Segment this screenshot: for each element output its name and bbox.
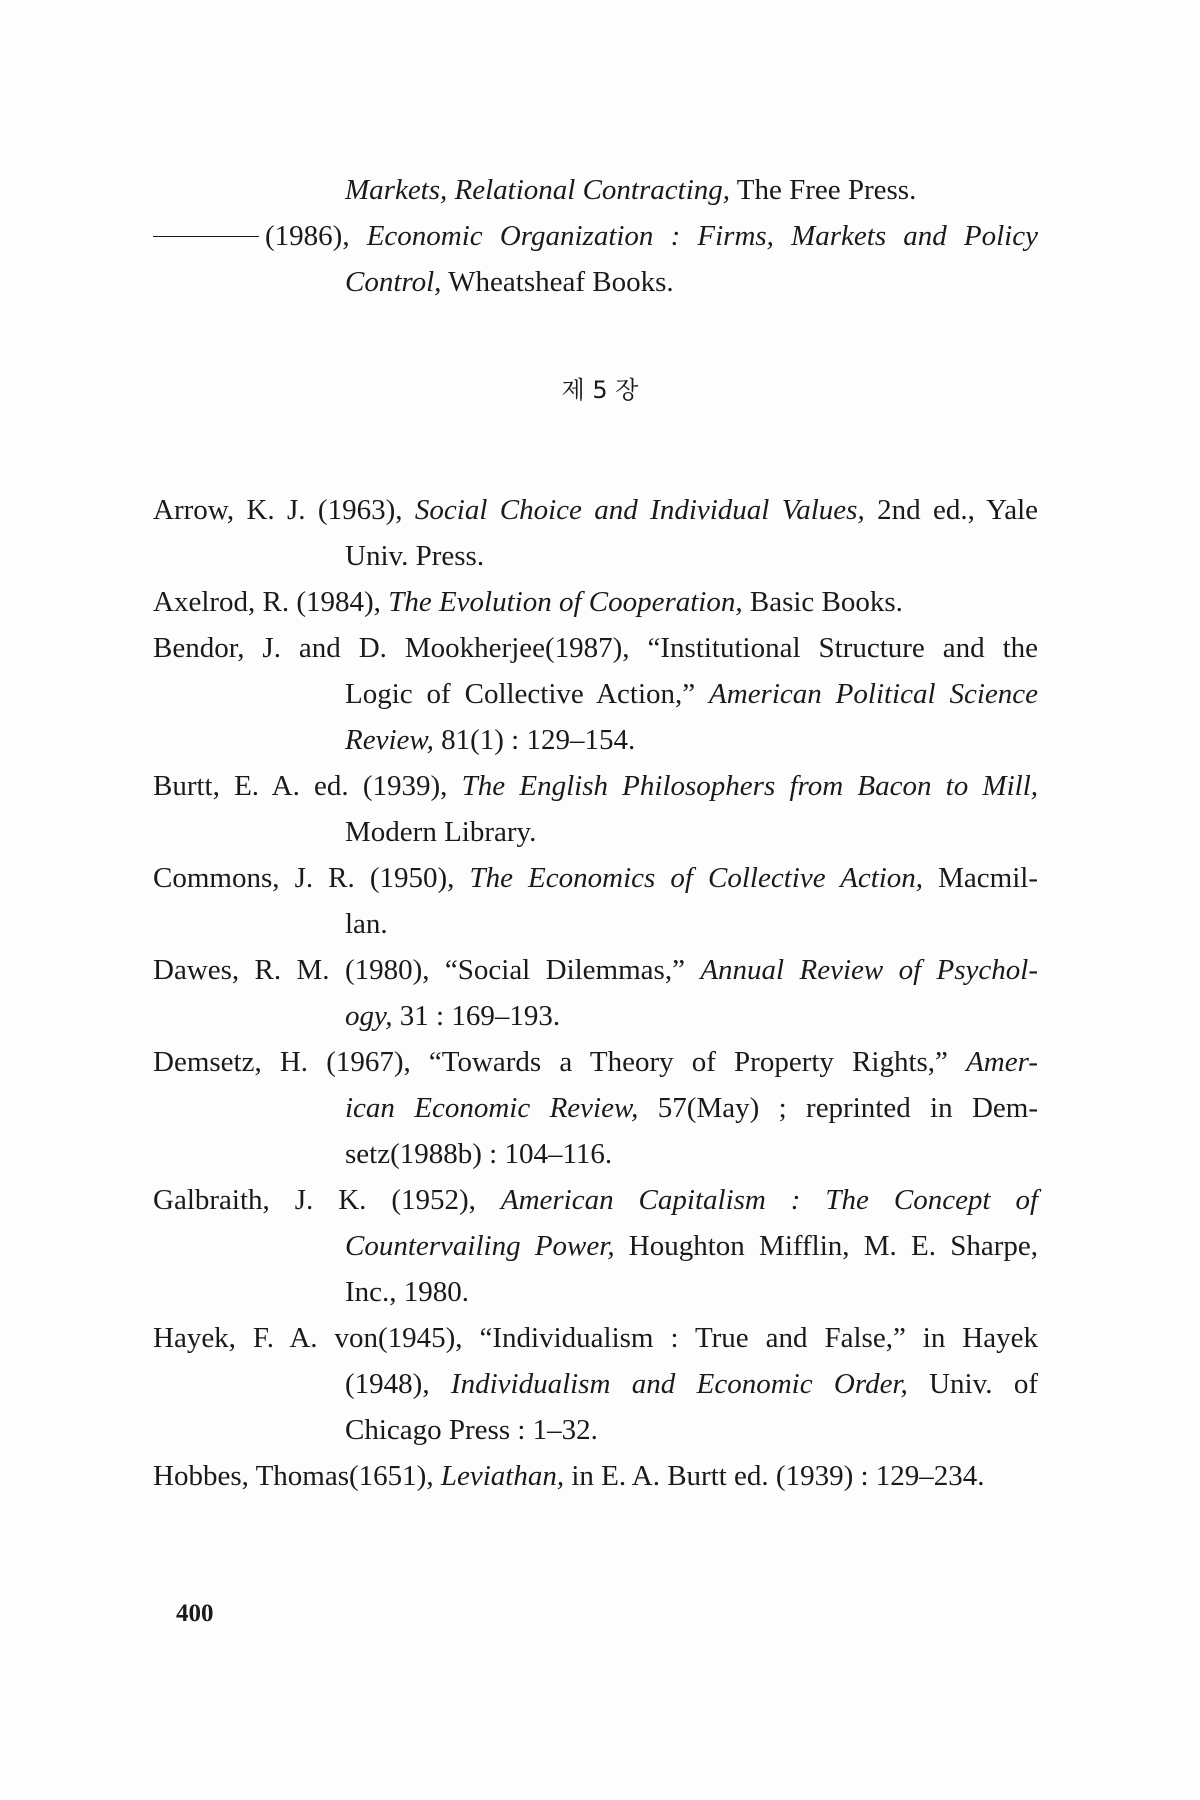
reference-line: [153, 855, 1038, 901]
italic-title-text: Individualism and Economic Order,: [450, 1368, 908, 1400]
italic-title-text: Leviathan,: [440, 1460, 565, 1492]
citation-text: (1948),: [345, 1368, 451, 1400]
citation-text: Commons, J. R. (1950),: [153, 862, 470, 894]
reference-line: [153, 487, 1038, 533]
reference-line: [345, 1085, 1038, 1131]
italic-title-text: Markets, Relational Contracting,: [345, 174, 731, 206]
reference-line: [345, 901, 388, 947]
italic-title-text: The Economics of Collective Action,: [469, 862, 924, 894]
reference-line: [345, 259, 674, 305]
citation-text: Univ. of: [907, 1368, 1038, 1400]
italic-title-text: American Political Science: [709, 678, 1038, 710]
ditto-dash: [153, 236, 259, 237]
citation-text: Axelrod, R. (1984),: [153, 586, 389, 618]
reference-line: [153, 947, 1038, 993]
italic-title-text: American Capitalism : The Concept of: [500, 1184, 1038, 1216]
citation-text: lan.: [345, 908, 388, 940]
reference-line: [345, 533, 484, 579]
italic-title-text: The English Philosophers from Bacon to Mill,: [461, 770, 1039, 802]
italic-title-text: Annual Review of Psychol-: [700, 954, 1039, 986]
citation-text: Wheatsheaf Books.: [441, 266, 674, 298]
reference-line: [345, 1407, 598, 1453]
citation-text: (1986),: [265, 220, 367, 252]
citation-text: 2nd ed., Yale: [864, 494, 1038, 526]
italic-title-text: Control,: [345, 266, 442, 298]
reference-line: [153, 1315, 1038, 1361]
reference-line: [345, 1223, 1038, 1269]
citation-text: Hayek, F. A. von(1945), “Individualism : True and False,” in Hayek: [153, 1322, 1038, 1354]
citation-text: Basic Books.: [742, 586, 903, 618]
reference-line: [153, 763, 1038, 809]
citation-text: Univ. Press.: [345, 540, 485, 572]
reference-line: [153, 1453, 985, 1499]
reference-line: [345, 1131, 612, 1177]
reference-line: [345, 671, 1038, 717]
citation-text: in E. A. Burtt ed. (1939) : 129–234.: [564, 1460, 985, 1492]
citation-text: Houghton Mifflin, M. E. Sharpe,: [614, 1230, 1038, 1262]
italic-title-text: The Evolution of Cooperation,: [388, 586, 743, 618]
italic-title-text: Social Choice and Individual Values,: [414, 494, 865, 526]
reference-line: [153, 625, 1038, 671]
reference-line: [153, 213, 1038, 259]
citation-text: Modern Library.: [345, 816, 537, 848]
reference-line: [345, 1361, 1038, 1407]
citation-text: setz(1988b) : 104–116.: [345, 1138, 613, 1170]
reference-line: [345, 993, 560, 1039]
citation-text: Dawes, R. M. (1980), “Social Dilemmas,”: [153, 954, 701, 986]
reference-line: [345, 717, 635, 763]
citation-text: 57(May) ; reprinted in Dem-: [638, 1092, 1038, 1124]
citation-text: Burtt, E. A. ed. (1939),: [153, 770, 462, 802]
citation-text: Inc., 1980.: [345, 1276, 470, 1308]
citation-text: Hobbes, Thomas(1651),: [153, 1460, 441, 1492]
reference-line: [153, 1177, 1038, 1223]
citation-text: Chicago Press : 1–32.: [345, 1414, 598, 1446]
italic-title-text: ogy,: [345, 1000, 393, 1032]
reference-line: [345, 167, 916, 213]
reference-line: [153, 579, 903, 625]
citation-text: Bendor, J. and D. Mookherjee(1987), “Institutional Structure and the: [153, 632, 1038, 664]
page-number: 400: [176, 1600, 214, 1627]
italic-title-text: Review,: [345, 724, 434, 756]
citation-text: Macmil-: [923, 862, 1038, 894]
reference-line: [153, 1039, 1038, 1085]
italic-title-text: Countervailing Power,: [345, 1230, 615, 1262]
citation-text: Galbraith, J. K. (1952),: [153, 1184, 501, 1216]
citation-text: Arrow, K. J. (1963),: [153, 494, 415, 526]
reference-line: [345, 809, 536, 855]
citation-text: Demsetz, H. (1967), “Towards a Theory of Property Rights,”: [153, 1046, 967, 1078]
citation-text: Logic of Collective Action,”: [345, 678, 710, 710]
italic-title-text: ican Economic Review,: [345, 1092, 639, 1124]
citation-text: 81(1) : 129–154.: [433, 724, 636, 756]
citation-text: 31 : 169–193.: [392, 1000, 561, 1032]
reference-line: [345, 1269, 469, 1315]
chapter-heading: 제 5 장: [561, 376, 639, 404]
italic-title-text: Economic Organization : Firms, Markets and Policy: [366, 220, 1038, 252]
italic-title-text: Amer-: [966, 1046, 1038, 1078]
citation-text: The Free Press.: [730, 174, 917, 206]
